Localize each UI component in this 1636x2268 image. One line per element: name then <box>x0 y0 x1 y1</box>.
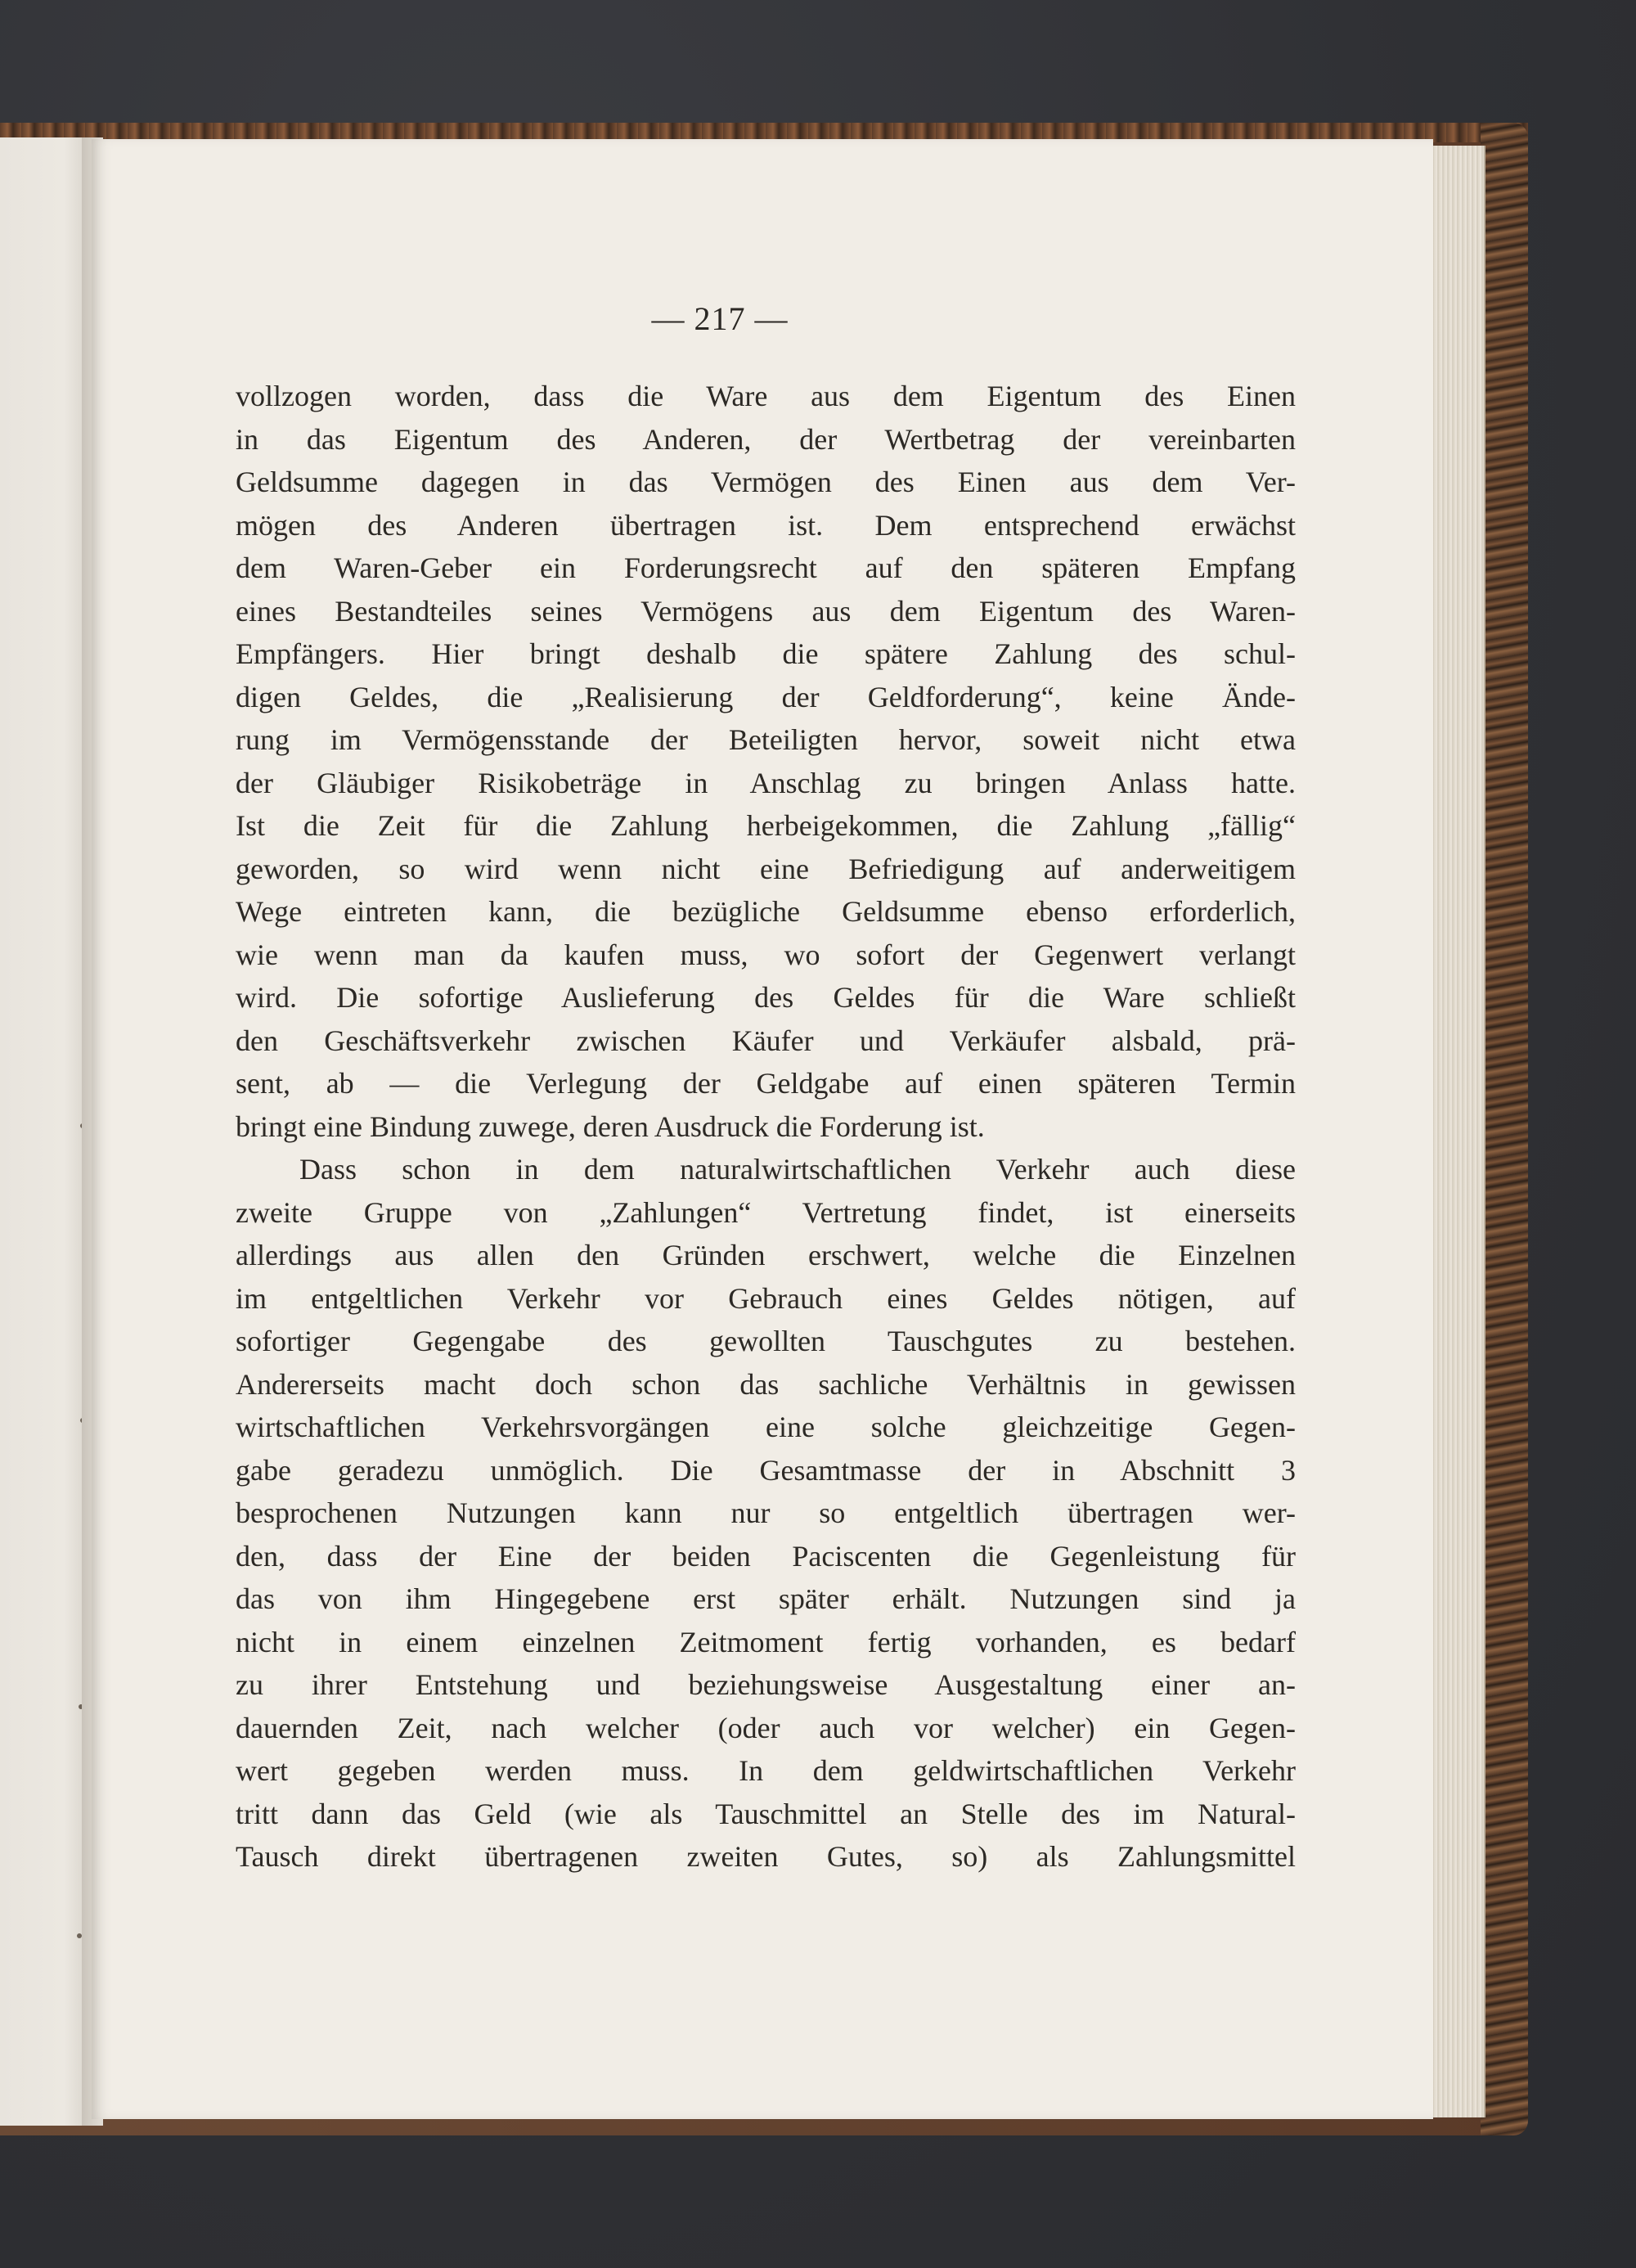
text-line: digen Geldes, die „Realisierung der Geldforderung“, keine Ände- <box>236 680 1296 713</box>
text-line: Wege eintreten kann, die bezügliche Geldsumme ebenso erforderlich, <box>236 895 1296 928</box>
text-line: Geldsumme dagegen in das Vermögen des Einen aus dem Ver- <box>236 466 1296 498</box>
text-line: tritt dann das Geld (wie als Tauschmittel an Stelle des im Natural- <box>236 1797 1296 1830</box>
text-line: in das Eigentum des Anderen, der Wertbetrag der vereinbarten <box>236 422 1296 456</box>
text-line: den Geschäftsverkehr zwischen Käufer und Verkäufer alsbald, prä- <box>236 1024 1296 1057</box>
text-line: nicht in einem einzelnen Zeitmoment fertig vorhanden, es bedarf <box>236 1625 1296 1658</box>
text-line: im entgeltlichen Verkehr vor Gebrauch eines Geldes nötigen, auf <box>236 1281 1296 1315</box>
book-page <box>92 139 1433 2119</box>
text-line: bringt eine Bindung zuwege, deren Ausdruck die Forderung ist. <box>236 1109 985 1143</box>
text-line: wird. Die sofortige Auslieferung des Geldes für die Ware schließt <box>236 981 1296 1014</box>
text-line: Dass schon in dem naturalwirtschaftlichen Verkehr auch diese <box>299 1153 1296 1186</box>
text-line: sofortiger Gegengabe des gewollten Tauschgutes zu bestehen. <box>236 1325 1296 1357</box>
text-line: dem Waren-Geber ein Forderungsrecht auf den späteren Empfang <box>236 551 1296 584</box>
cover-marbled-edge <box>1481 123 1528 2135</box>
text-line: vollzogen worden, dass die Ware aus dem Eigentum des Einen <box>236 380 1296 412</box>
text-line: eines Bestandteiles seines Vermögens aus dem Eigentum des Waren- <box>236 594 1296 628</box>
text-line: wert gegeben werden muss. In dem geldwirtschaftlichen Verkehr <box>236 1754 1296 1787</box>
text-line: den, dass der Eine der beiden Paciscenten die Gegenleistung für <box>236 1539 1296 1573</box>
previous-page-margin <box>0 137 92 2126</box>
text-line: mögen des Anderen übertragen ist. Dem entsprechend erwächst <box>236 508 1296 542</box>
text-line: Empfängers. Hier bringt deshalb die spätere Zahlung des schul- <box>236 637 1296 670</box>
text-line: zweite Gruppe von „Zahlungen“ Vertretung findet, ist einerseits <box>236 1195 1296 1229</box>
text-line: dauernden Zeit, nach welcher (oder auch vor welcher) ein Gegen- <box>236 1711 1296 1744</box>
text-line: Ist die Zeit für die Zahlung herbeigekommen, die Zahlung „fällig“ <box>236 809 1296 842</box>
text-line: sent, ab — die Verlegung der Geldgabe auf einen späteren Termin <box>236 1067 1296 1100</box>
text-line: das von ihm Hingegebene erst später erhält. Nutzungen sind ja <box>236 1582 1296 1615</box>
text-line: wie wenn man da kaufen muss, wo sofort der Gegenwert verlangt <box>236 938 1296 971</box>
text-line: Tausch direkt übertragenen zweiten Gutes, so) als Zahlungsmittel <box>236 1840 1296 1873</box>
body-text <box>236 375 1296 1879</box>
text-line: wirtschaftlichen Verkehrsvorgängen eine solche gleichzeitige Gegen- <box>236 1411 1296 1443</box>
text-line: gabe geradezu unmöglich. Die Gesamtmasse der in Abschnitt 3 <box>236 1453 1296 1487</box>
page-number: — 217 — <box>651 300 789 337</box>
text-line: der Gläubiger Risikobeträge in Anschlag zu bringen Anlass hatte. <box>236 766 1296 799</box>
page-block-edge <box>1430 146 1485 2117</box>
text-line: rung im Vermögensstande der Beteiligten hervor, soweit nicht etwa <box>236 723 1296 756</box>
text-line: Andererseits macht doch schon das sachliche Verhältnis in gewissen <box>236 1367 1296 1401</box>
text-line: zu ihrer Entstehung und beziehungsweise Ausgestaltung einer an- <box>236 1668 1296 1701</box>
text-line: geworden, so wird wenn nicht eine Befriedigung auf anderweitigem <box>236 852 1296 885</box>
text-line: besprochenen Nutzungen kann nur so entgeltlich übertragen wer- <box>236 1496 1296 1529</box>
text-line: allerdings aus allen den Gründen erschwert, welche die Einzelnen <box>236 1239 1296 1271</box>
